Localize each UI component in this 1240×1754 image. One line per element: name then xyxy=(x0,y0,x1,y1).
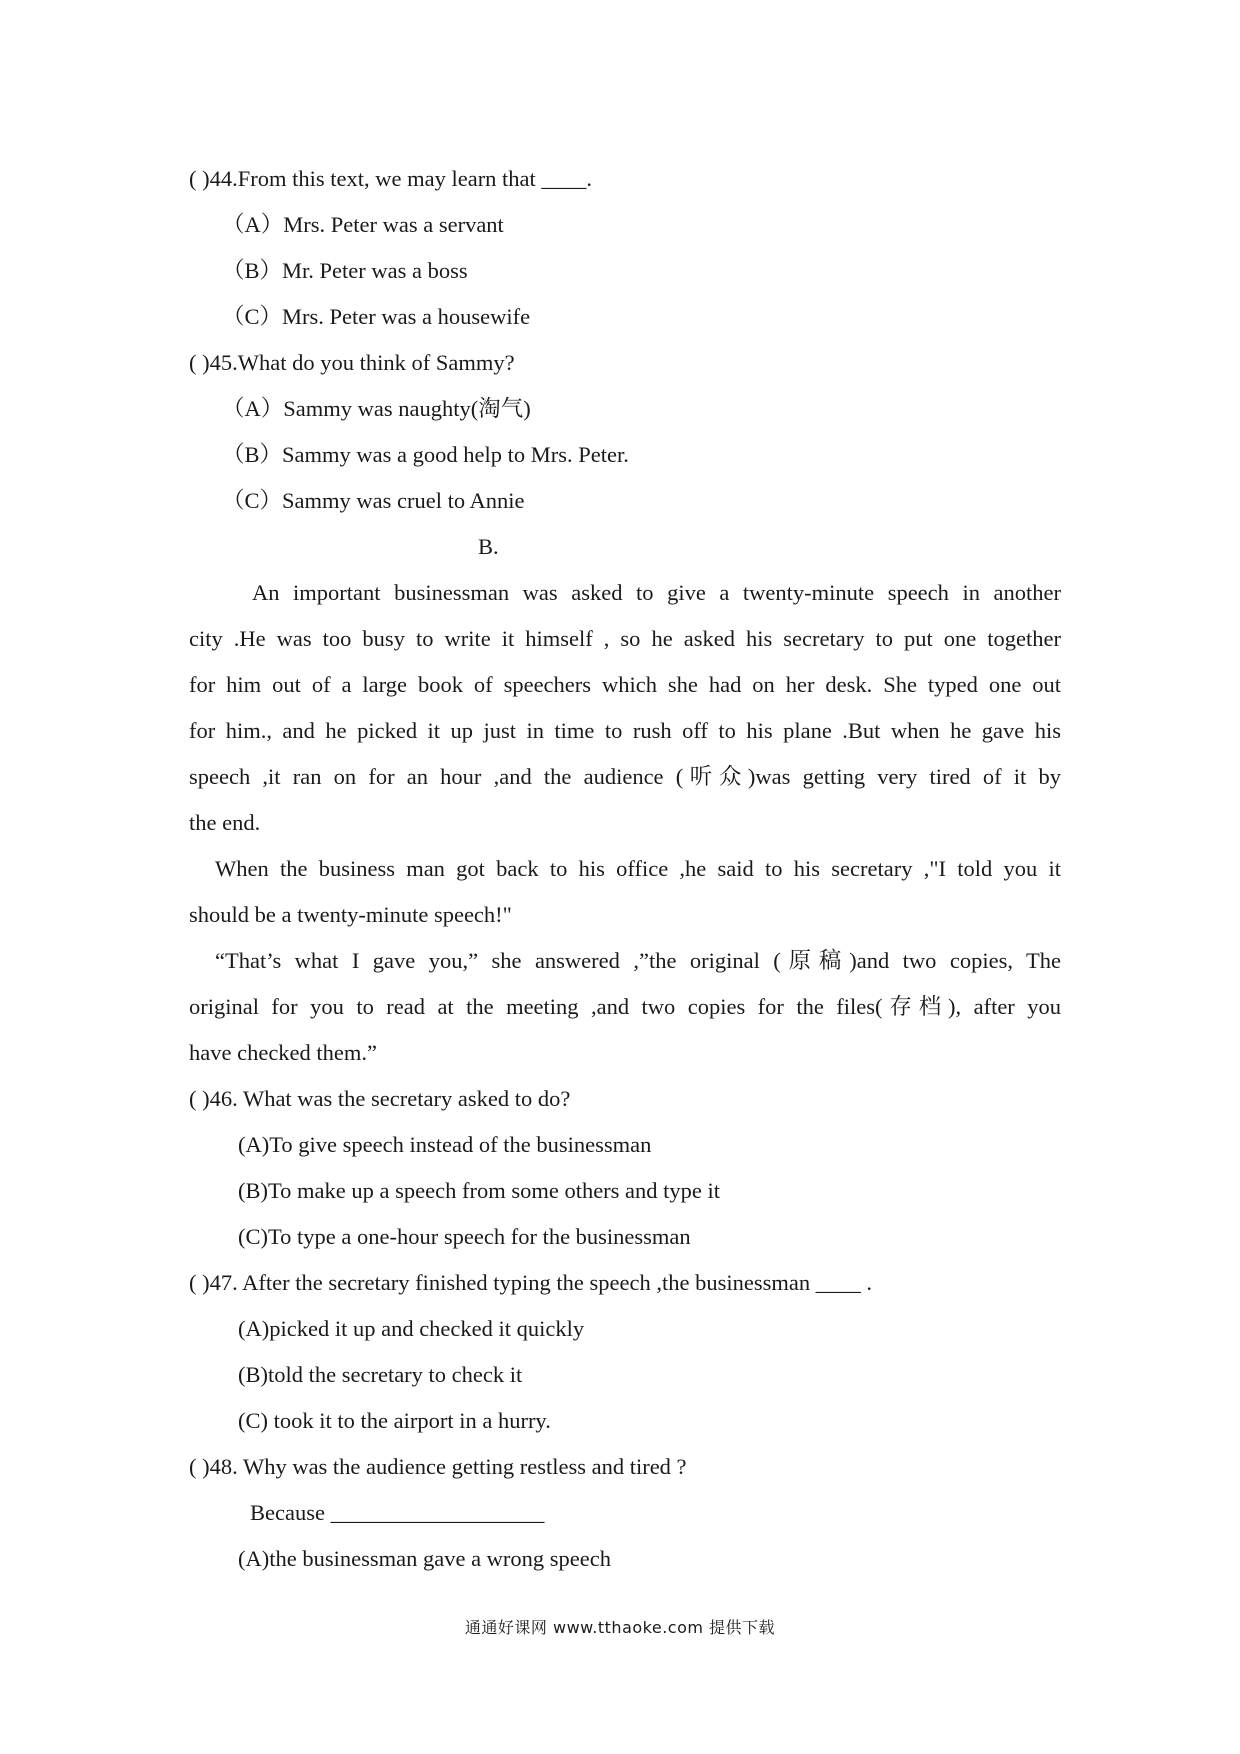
passage-line: the end. xyxy=(189,810,261,835)
q47-option-a: (A)picked it up and checked it quickly xyxy=(238,1316,585,1341)
question-46: ( )46. What was the secretary asked to do? xyxy=(189,1086,571,1111)
q48-option-a: (A)the businessman gave a wrong speech xyxy=(238,1546,612,1571)
q45-option-c: （C）Sammy was cruel to Annie xyxy=(222,488,525,513)
passage-line: for him out of a large book of speechers which she had on her desk. She typed one out xyxy=(189,672,1061,697)
q44-option-c: （C）Mrs. Peter was a housewife xyxy=(222,304,531,329)
passage-line: “That’s what I gave you,” she answered ,”the original (原稿)and two copies, The xyxy=(215,948,1061,973)
passage-line: city .He was too busy to write it himself , so he asked his secretary to put one together xyxy=(189,626,1061,651)
q47-option-c: (C) took it to the airport in a hurry. xyxy=(238,1408,551,1433)
question-44: ( )44.From this text, we may learn that ____. xyxy=(189,166,593,191)
passage-line: have checked them.” xyxy=(189,1040,378,1065)
q44-option-a: （A）Mrs. Peter was a servant xyxy=(222,212,504,237)
page-footer: 通通好课网 www.tthaoke.com 提供下载 xyxy=(464,1618,776,1637)
q46-option-b: (B)To make up a speech from some others and type it xyxy=(238,1178,721,1203)
passage-line: An important businessman was asked to give a twenty-minute speech in another xyxy=(252,580,1061,605)
q48-because-blank: Because ___________________ xyxy=(250,1500,545,1525)
q46-option-c: (C)To type a one-hour speech for the businessman xyxy=(238,1224,691,1249)
q45-option-b: （B）Sammy was a good help to Mrs. Peter. xyxy=(222,442,629,467)
question-47: ( )47. After the secretary finished typing the speech ,the businessman ____ . xyxy=(189,1270,872,1295)
passage-line: for him., and he picked it up just in time to rush off to his plane .But when he gave his xyxy=(189,718,1061,743)
q45-option-a: （A）Sammy was naughty(淘气) xyxy=(222,396,531,421)
passage-line: When the business man got back to his office ,he said to his secretary ,"I told you it xyxy=(215,856,1061,881)
passage-line: speech ,it ran on for an hour ,and the audience (听众)was getting very tired of it by xyxy=(189,764,1061,789)
passage-line: should be a twenty-minute speech!" xyxy=(189,902,512,927)
q44-option-b: （B）Mr. Peter was a boss xyxy=(222,258,468,283)
section-b-heading: B. xyxy=(478,534,499,559)
q47-option-b: (B)told the secretary to check it xyxy=(238,1362,523,1387)
q46-option-a: (A)To give speech instead of the businessman xyxy=(238,1132,652,1157)
question-45: ( )45.What do you think of Sammy? xyxy=(189,350,515,375)
question-48: ( )48. Why was the audience getting restless and tired ? xyxy=(189,1454,687,1479)
passage-line: original for you to read at the meeting ,and two copies for the files(存档), after you xyxy=(189,994,1061,1019)
